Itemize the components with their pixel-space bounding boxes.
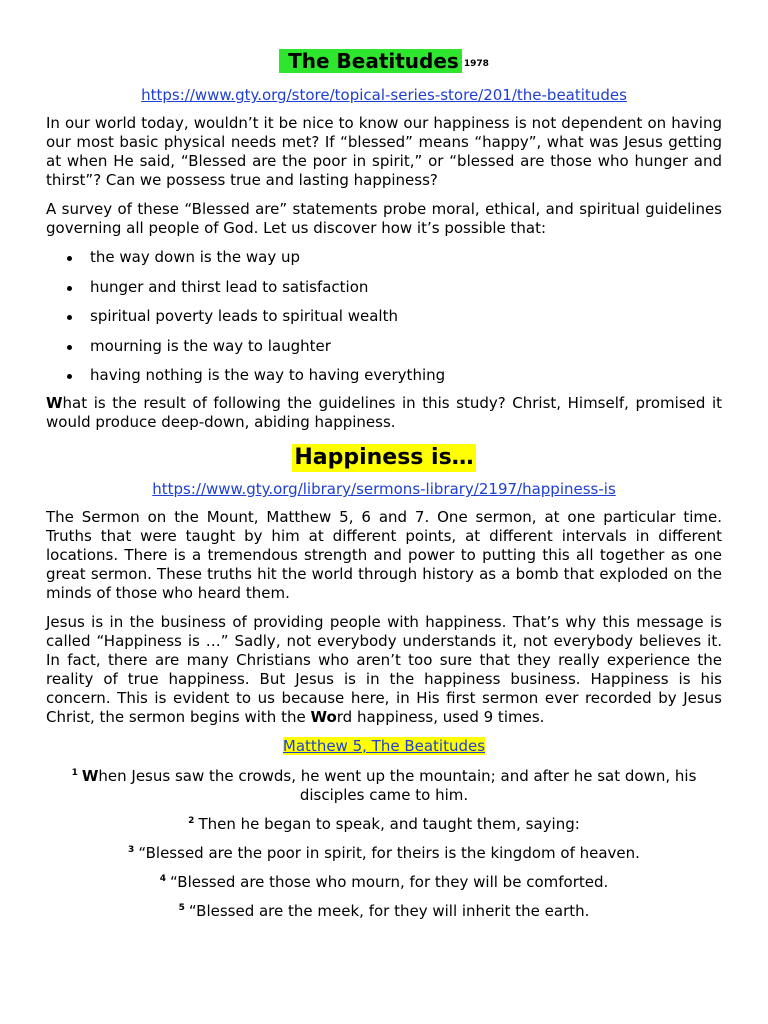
verse-number: 2 bbox=[188, 816, 195, 826]
verse-1: $^1$ When Jesus saw the crowds, he went up the mountain; and after he sat down, his disciples came to him. bbox=[71, 767, 697, 804]
sermon-paragraph: The Sermon on the Mount, Matthew 5, 6 and 7. One sermon, at one particular time. Truths that were taught by him at different points, at different intervals in different locations. There is a tremendous strength and power to putting this all together as one great sermon. These truths hit the world through history as a bomb that exploded on the minds of those who heard them. bbox=[46, 508, 722, 602]
bullet-icon bbox=[67, 256, 72, 261]
section-heading: Happiness is… bbox=[294, 445, 474, 470]
title-year: 1978 bbox=[463, 59, 489, 69]
verse-5: $^5$ “Blessed are the meek, for they will inherit the earth. bbox=[178, 902, 590, 920]
verse-number: 1 bbox=[71, 768, 78, 778]
list-item: mourning is the way to laughter bbox=[46, 337, 722, 356]
bullet-list bbox=[46, 248, 722, 385]
business-paragraph: Jesus is in the business of providing people with happiness. That’s why this message is called “Happiness is …” Sadly, not everybody understands it, not everybody believes it. In fact, there are many Christians who aren’t too sure that they really experience the reality of true happiness. But Jesus is in the happiness business. Happiness is his concern. This is evident to us because here, in His first sermon ever recorded by Jesus Christ, the sermon begins with the Word happiness, used 9 times. bbox=[46, 613, 722, 726]
verse-3: $^3$ “Blessed are the poor in spirit, for theirs is the kingdom of heaven. bbox=[128, 844, 640, 862]
page-title: The Beatitudes bbox=[279, 49, 462, 73]
list-item: the way down is the way up bbox=[46, 248, 722, 267]
verse-number: 5 bbox=[178, 903, 185, 913]
list-item: spiritual poverty leads to spiritual wealth bbox=[46, 307, 722, 326]
series-link[interactable]: https://www.gty.org/store/topical-series-store/201/the-beatitudes bbox=[141, 86, 627, 104]
scripture-ref-line bbox=[46, 737, 722, 756]
intro-paragraph-1: In our world today, wouldn’t it be nice to know our happiness is not dependent on having our most basic physical needs met? If “blessed” means “happy”, what was Jesus getting at when He said, “Blessed are the poor in spirit,” or “blessed are those who hunger and thirst”? Can we possess true and lasting happiness? bbox=[46, 114, 722, 189]
verse-number: 3 bbox=[128, 845, 135, 855]
section-heading-line bbox=[46, 444, 722, 474]
bullet-icon bbox=[67, 315, 72, 320]
scripture-ref-link[interactable]: Matthew 5, The Beatitudes bbox=[282, 737, 486, 755]
bullet-icon bbox=[67, 345, 72, 350]
list-item: having nothing is the way to having everything bbox=[46, 366, 722, 385]
bullet-icon bbox=[67, 286, 72, 291]
sermon-link-line bbox=[46, 480, 722, 499]
verse-number: 4 bbox=[159, 874, 166, 884]
list-item: hunger and thirst lead to satisfaction bbox=[46, 278, 722, 297]
verse-2: $^2$ Then he began to speak, and taught them, saying: bbox=[188, 815, 580, 833]
bullet-icon bbox=[67, 374, 72, 379]
verse-4: $^4$ “Blessed are those who mourn, for they will be comforted. bbox=[159, 873, 609, 891]
result-paragraph: What is the result of following the guidelines in this study? Christ, Himself, promised it would produce deep-down, abiding happiness. bbox=[46, 394, 722, 431]
series-link-line bbox=[46, 86, 722, 105]
intro-paragraph-2: A survey of these “Blessed are” statements probe moral, ethical, and spiritual guidelines governing all people of God. Let us discover how it’s possible that: bbox=[46, 200, 722, 237]
title-line bbox=[46, 0, 722, 74]
sermon-link[interactable]: https://www.gty.org/library/sermons-library/2197/happiness-is bbox=[152, 480, 616, 498]
